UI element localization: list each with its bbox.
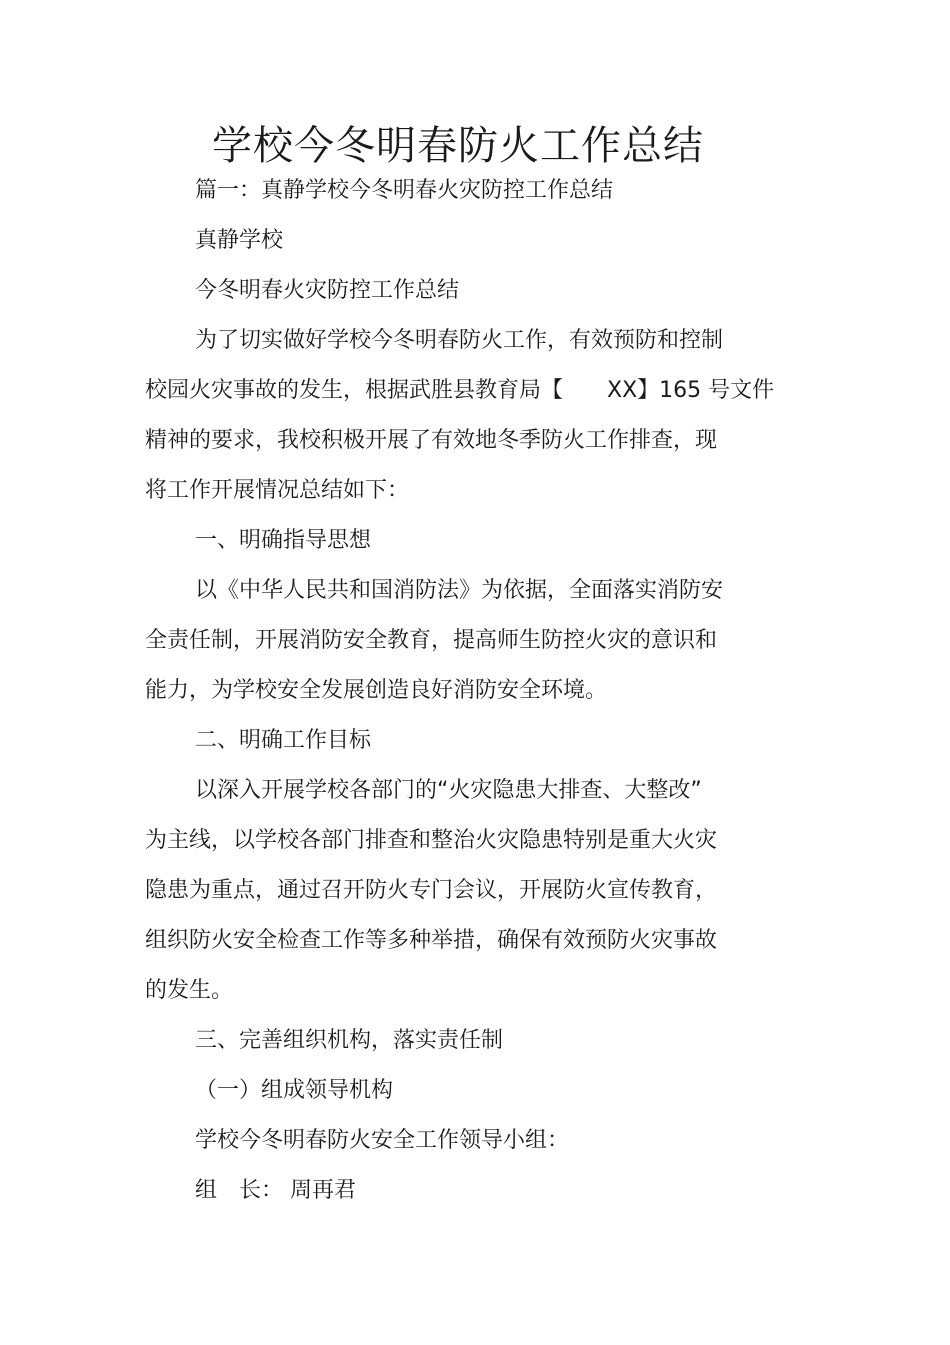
- page-title: 学校今冬明春防火工作总结: [212, 123, 704, 169]
- paragraph-line: 组织防火安全检查工作等多种举措，确保有效预防火灾事故: [145, 928, 718, 953]
- paragraph-line: 学校今冬明春防火安全工作领导小组：: [195, 1128, 570, 1153]
- paragraph-line: 隐患为重点，通过召开防火专门会议，开展防火宣传教育，: [145, 878, 718, 903]
- summary-title: 今冬明春火灾防控工作总结: [195, 278, 460, 303]
- paragraph-line: 为主线，以学校各部门排查和整治火灾隐患特别是重大火灾: [145, 828, 718, 853]
- paragraph-line: 的发生。: [145, 978, 234, 1003]
- team-leader-label: 组 长：: [195, 1178, 284, 1203]
- paragraph-line: 以深入开展学校各部门的“火灾隐患大排查、大整改”: [195, 778, 702, 803]
- section-heading: 三、完善组织机构，落实责任制: [195, 1028, 504, 1053]
- section-heading: 一、明确指导思想: [195, 528, 372, 553]
- team-leader-name: 周再君: [290, 1178, 357, 1203]
- section-heading: 二、明确工作目标: [195, 728, 372, 753]
- paragraph-line: 校园火灾事故的发生，根据武胜县教育局【 XX】165 号文件: [145, 378, 775, 403]
- paragraph-line: 能力，为学校安全发展创造良好消防安全环境。: [145, 678, 608, 703]
- subsection-heading: （一）组成领导机构: [195, 1078, 394, 1103]
- paragraph-line: 精神的要求，我校积极开展了有效地冬季防火工作排查，现: [145, 428, 718, 453]
- paragraph-line: 将工作开展情况总结如下：: [145, 478, 410, 503]
- paragraph-line: 为了切实做好学校今冬明春防火工作，有效预防和控制: [195, 328, 724, 353]
- paragraph-line: 以《中华人民共和国消防法》为依据，全面落实消防安: [195, 578, 724, 603]
- school-name: 真静学校: [195, 228, 284, 253]
- paragraph-line: 全责任制，开展消防安全教育，提高师生防控火灾的意识和: [145, 628, 718, 653]
- article-heading: 篇一：真静学校今冬明春火灾防控工作总结: [195, 178, 614, 203]
